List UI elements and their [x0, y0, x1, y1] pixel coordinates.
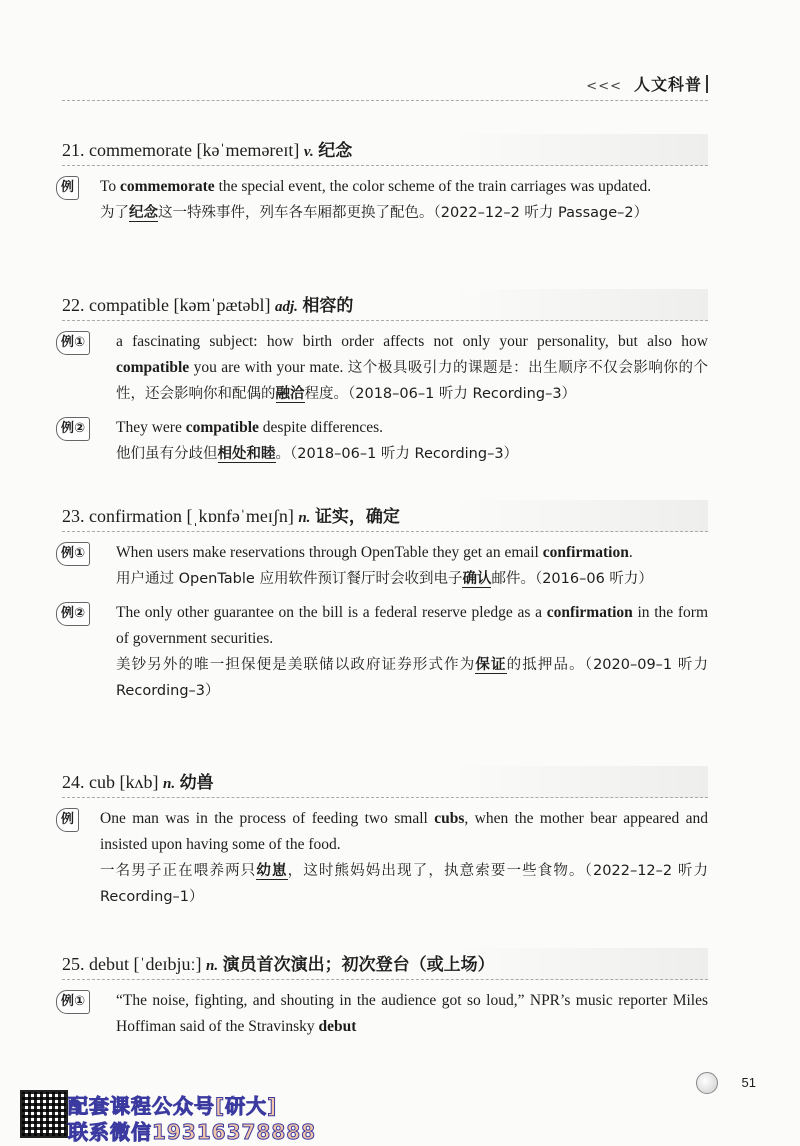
example-zh: [100, 205, 648, 222]
entry-meaning: 演员首次演出；初次登台（或上场）: [222, 955, 495, 975]
example-zh-text: ，这时熊妈妈出现了，执意索要一些食物。（2022–12–2 听力 Recording–1）: [100, 863, 709, 905]
entry-headword: [62, 134, 708, 166]
running-header: [586, 72, 708, 95]
example-sentence: [62, 988, 708, 1040]
example-en-text: you are with your mate.: [189, 359, 348, 376]
example-zh-text: 为了: [100, 205, 129, 221]
vocab-entry: [62, 948, 708, 1040]
vocab-entry: [62, 500, 708, 704]
example-sentence: [62, 806, 708, 910]
example-sentence: [62, 600, 708, 704]
example-sentence: [62, 540, 708, 592]
vocab-entry: [62, 134, 708, 226]
example-tag: 例①: [56, 990, 90, 1014]
example-zh-keyword: 确认: [462, 571, 492, 587]
watermark-line-1: 配套课程公众号[研大]: [68, 1094, 278, 1118]
example-sentence: [62, 174, 708, 226]
entry-headword: [62, 500, 708, 532]
qr-code-icon: [20, 1090, 68, 1138]
entry-word: commemorate: [89, 140, 192, 160]
example-en-text: , when the mother bear appeared and insisted upon having some of the food.: [100, 810, 708, 853]
example-zh-keyword: 幼崽: [256, 863, 288, 879]
example-zh-text: 美钞另外的唯一担保便是美联储以政府证券形式作为: [116, 657, 476, 673]
entry-number: 22.: [62, 295, 85, 315]
entry-meaning: 纪念: [318, 141, 353, 161]
example-sentence: [62, 329, 708, 407]
entry-number: 25.: [62, 954, 85, 974]
entry-number: 24.: [62, 772, 85, 792]
example-zh: [100, 863, 708, 905]
entry-headword: [62, 766, 708, 798]
entry-phonetic: [ˈdeɪbjuː]: [133, 954, 202, 974]
page-ornament: [696, 1072, 718, 1094]
example-keyword: debut: [318, 1018, 357, 1035]
example-en-text: The only other guarantee on the bill is a federal reserve pledge as a: [116, 604, 547, 621]
example-keyword: confirmation: [542, 544, 629, 561]
example-zh-keyword: 保证: [475, 657, 507, 673]
header-divider: [62, 100, 708, 101]
entry-number: 21.: [62, 140, 85, 160]
header-bar: [706, 75, 708, 93]
entry-pos: v.: [303, 144, 314, 160]
entry-word: confirmation: [89, 506, 182, 526]
entry-number: 23.: [62, 506, 85, 526]
entry-word: debut: [89, 954, 129, 974]
example-keyword: cubs: [434, 810, 465, 827]
example-zh-text: 程度。（2018–06–1 听力 Recording–3）: [304, 386, 577, 402]
example-zh-text: 用户通过 OpenTable 应用软件预订餐厅时会收到电子: [116, 571, 463, 587]
example-zh: [116, 446, 518, 463]
vocab-entry: [62, 289, 708, 467]
example-en: [116, 419, 383, 436]
example-tag: 例②: [56, 417, 90, 441]
example-zh-text: 他们虽有分歧但: [116, 446, 218, 462]
example-keyword: commemorate: [120, 178, 215, 195]
entry-word: compatible: [89, 295, 169, 315]
page-number: 51: [741, 1075, 756, 1090]
section-title: 人文科普: [633, 75, 702, 94]
example-zh-text: 一名男子正在喂养两只: [100, 863, 257, 879]
example-tag: 例①: [56, 542, 90, 566]
example-en: [116, 992, 708, 1035]
example-zh-keyword: 纪念: [129, 205, 158, 221]
vocab-entry: [62, 766, 708, 910]
example-keyword: compatible: [185, 419, 259, 436]
example-en-text: .: [628, 544, 633, 561]
entry-phonetic: [kəˈmeməreɪt]: [196, 140, 300, 160]
entry-word: cub: [89, 772, 115, 792]
example-tag: 例: [56, 808, 79, 832]
entry-meaning: 证实，确定: [314, 507, 400, 527]
example-keyword: compatible: [116, 359, 190, 376]
example-zh-text: 的抵押品。（2020–09–1 听力 Recording–3）: [116, 657, 709, 699]
example-zh-text: 。（2018–06–1 听力 Recording–3）: [275, 446, 519, 462]
example-en: [116, 604, 708, 647]
watermark: [0, 1088, 320, 1146]
example-en-text: a fascinating subject: how birth order affects not only your personality, but also how: [116, 333, 708, 350]
example-zh: [116, 657, 708, 699]
example-en-text: “The noise, fighting, and shouting in the audience got so loud,” NPR’s music reporter Miles Hoffiman said of the Stravinsky: [116, 992, 708, 1035]
entry-headword: [62, 948, 708, 980]
example-sentence: [62, 415, 708, 467]
example-en-text: in the form of government securities.: [116, 604, 709, 647]
example-tag: 例②: [56, 602, 90, 626]
example-en-text: despite differences.: [258, 419, 383, 436]
entry-pos: n.: [163, 776, 176, 792]
entry-meaning: 相容的: [302, 296, 354, 316]
entry-meaning: 幼兽: [179, 773, 214, 793]
example-zh-keyword: 相处和睦: [217, 446, 276, 462]
example-tag: 例: [56, 176, 79, 200]
example-en: [116, 544, 633, 561]
example-en-text: One man was in the process of feeding two small: [100, 810, 435, 827]
example-en: [100, 810, 708, 853]
entry-pos: n.: [298, 510, 311, 526]
entry-pos: n.: [205, 958, 219, 974]
example-keyword: confirmation: [546, 604, 633, 621]
example-tag: 例①: [56, 331, 90, 355]
header-arrows: <<<: [586, 79, 622, 94]
example-en-text: To: [100, 178, 121, 195]
example-en: [100, 178, 651, 195]
example-zh-text: 这个极具吸引力的课题是：出生顺序不仅会影响你的个性，还会影响你和配偶的: [116, 360, 708, 402]
example-zh: [116, 571, 653, 588]
entry-headword: [62, 289, 708, 321]
entry-phonetic: [kʌb]: [119, 772, 159, 792]
entry-pos: adj.: [274, 299, 298, 315]
entry-phonetic: [kəmˈpætəbl]: [173, 295, 271, 315]
example-zh-keyword: 融洽: [275, 386, 305, 402]
example-zh-text: 邮件。（2016–06 听力）: [491, 571, 653, 587]
example-en-text: the special event, the color scheme of the train carriages was updated.: [214, 178, 652, 195]
example-en-text: They were: [116, 419, 186, 436]
example-en-text: When users make reservations through OpenTable they get an email: [116, 544, 543, 561]
watermark-line-2: 联系微信19316378888: [68, 1120, 317, 1144]
entry-phonetic: [ˌkɒnfəˈmeɪʃn]: [186, 506, 294, 526]
example-zh-text: 这一特殊事件，列车各车厢都更换了配色。（2022–12–2 听力 Passage–2）: [158, 205, 649, 221]
